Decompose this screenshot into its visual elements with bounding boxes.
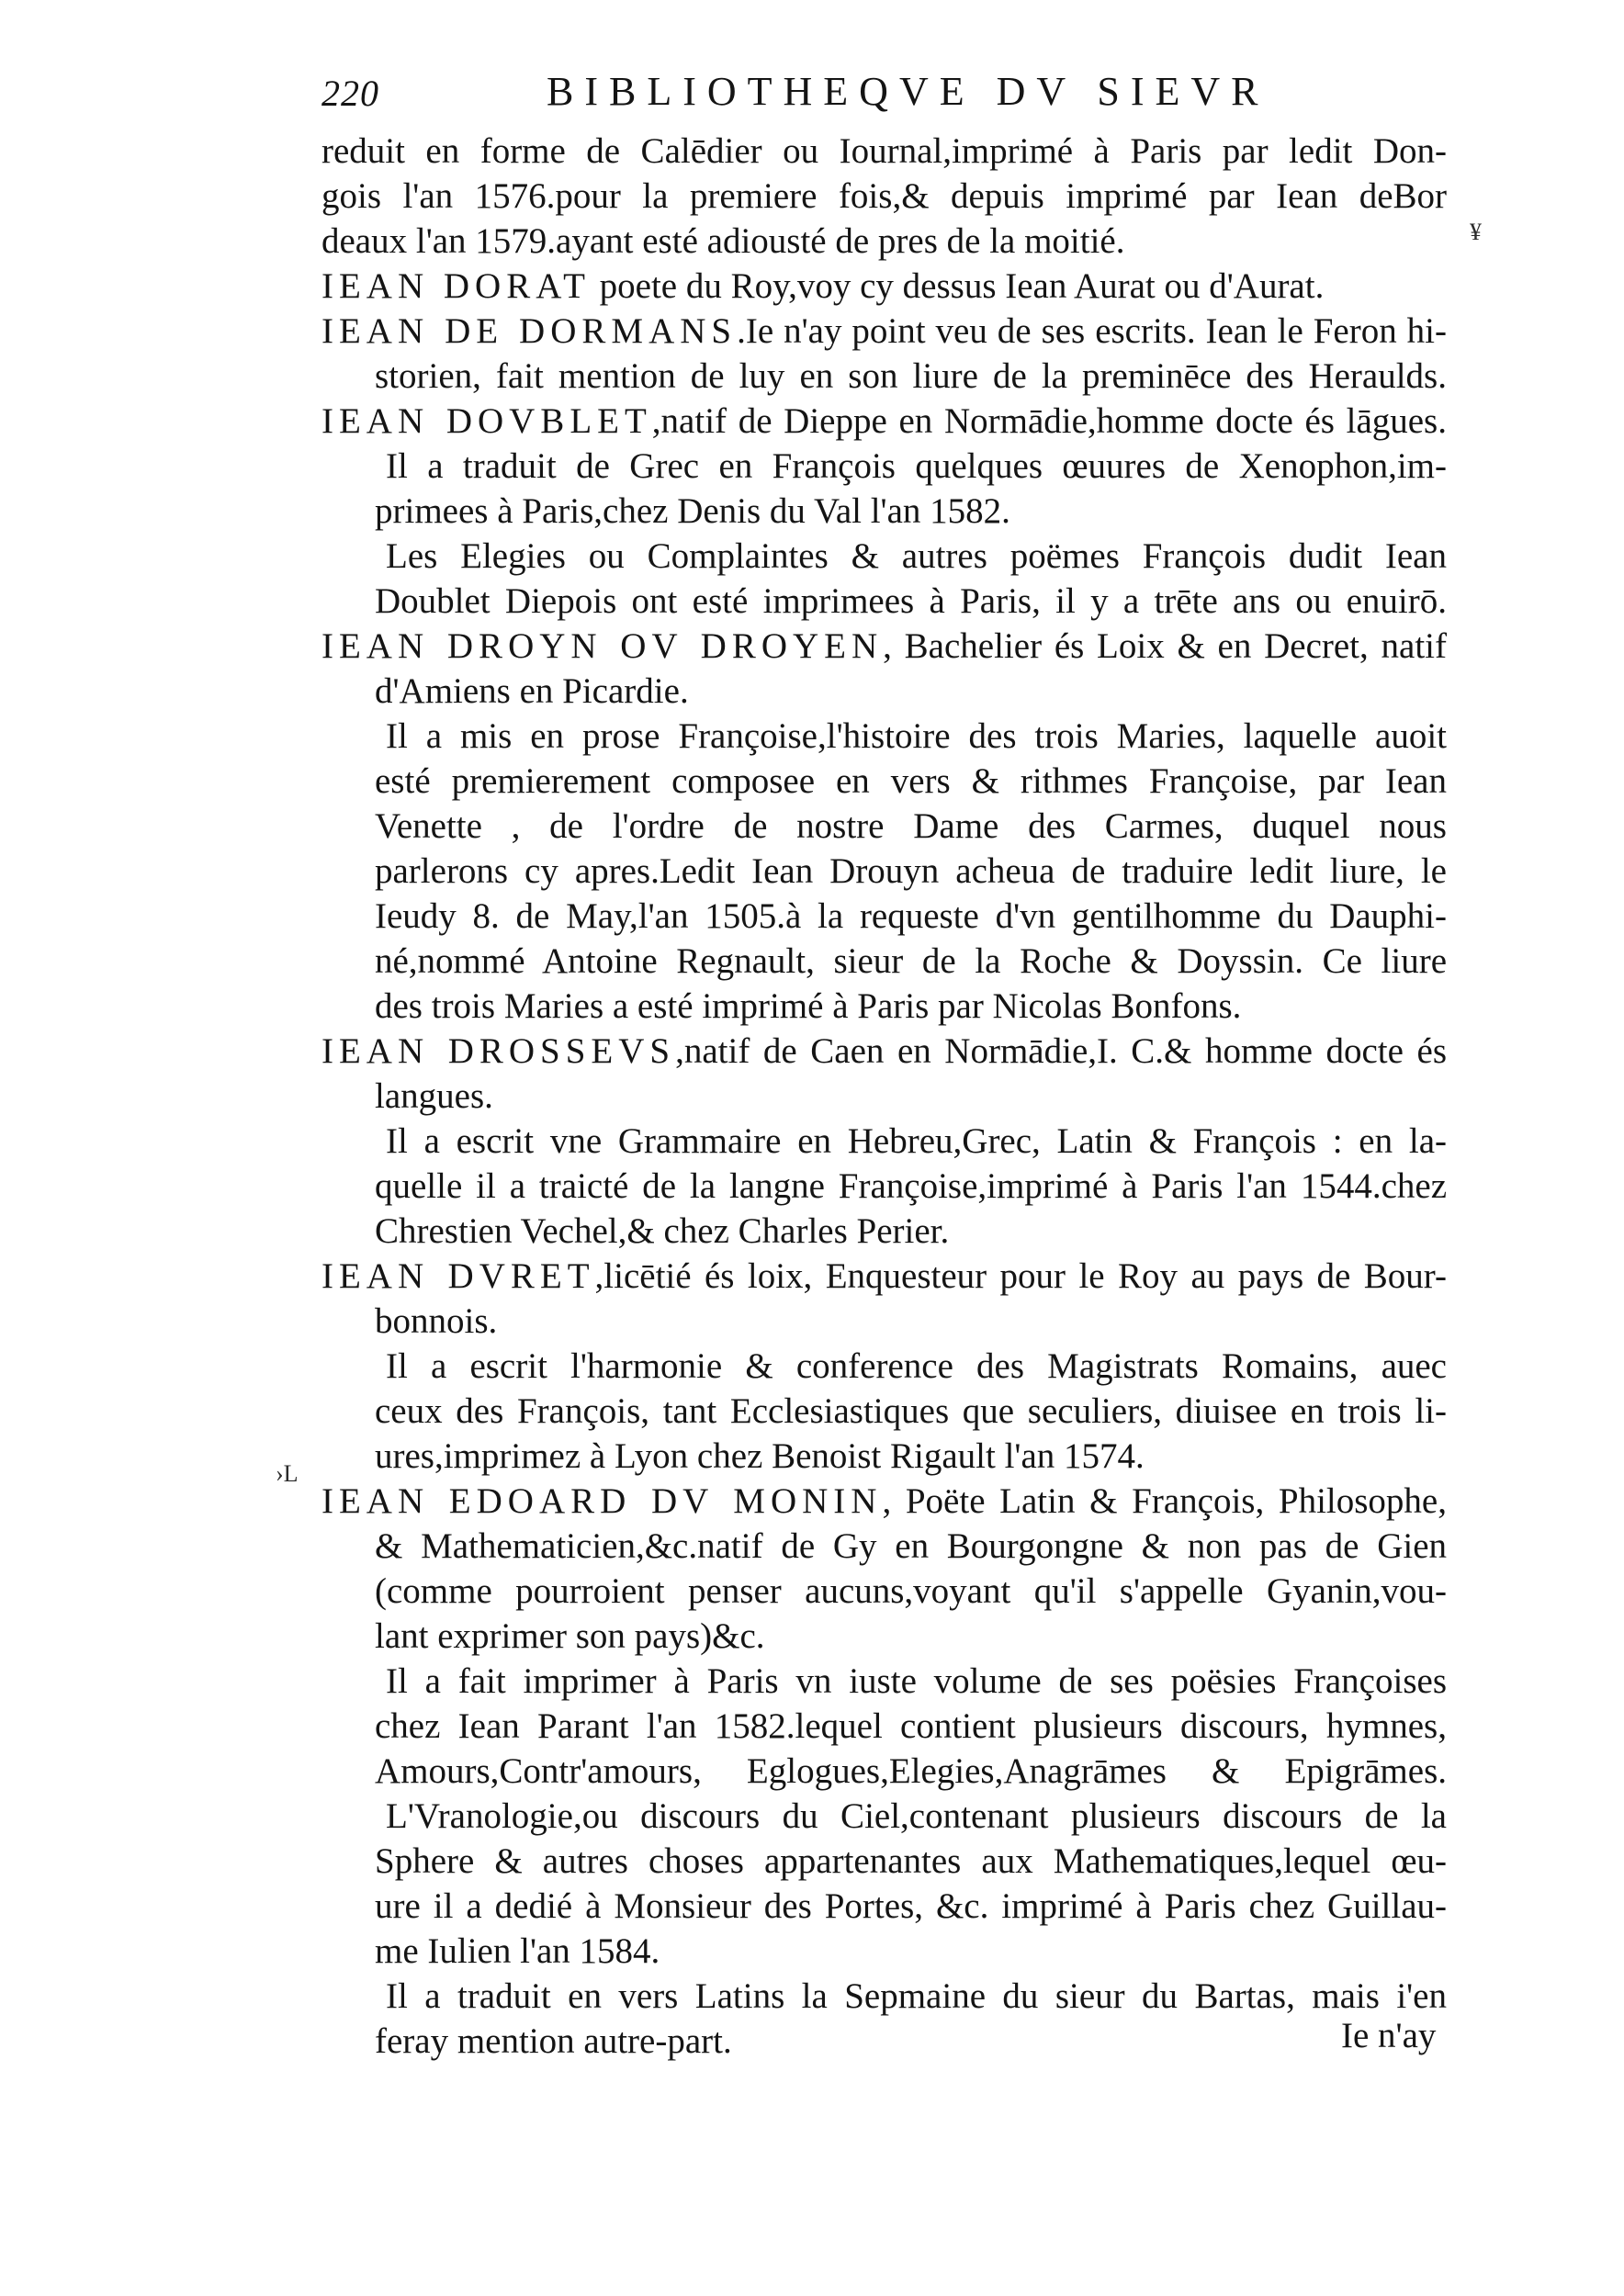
text-line: Il a traduit en vers Latins la Sepmaine du sieur du Bartas, mais i'en (386, 1976, 1447, 2016)
entry-name: IEAN DVRET (321, 1256, 595, 1296)
entry-name: IEAN DROYN OV DROYEN (321, 626, 884, 666)
entry-name: IEAN DROSSEVS (321, 1031, 676, 1071)
entry-heading-line: IEAN DORAT poete du Roy,voy cy dessus Iean Aurat ou d'Aurat. (321, 266, 1325, 306)
entry-name: IEAN DE DORMANS (321, 311, 738, 351)
running-head: BIBLIOTHEQVE DV SIEVR (547, 69, 1269, 114)
text-line: Amours,Contr'amours, Eglogues,Elegies,Anagrāmes & Epigrāmes. (375, 1751, 1447, 1791)
text-line: esté premierement composee en vers & rithmes Françoise, par Iean (375, 761, 1447, 801)
text-line: Il a traduit de Grec en François quelques œuures de Xenophon,im- (386, 446, 1447, 486)
text-line: (comme pourroient penser aucuns,voyant qu'il s'appelle Gyanin,vou- (375, 1571, 1447, 1611)
entry-name: IEAN EDOARD DV MONIN (321, 1481, 883, 1521)
entry-name: IEAN DORAT (321, 266, 591, 306)
text-line: Il a escrit l'harmonie & conference des Magistrats Romains, auec (386, 1346, 1447, 1386)
page-number: 220 (321, 73, 379, 114)
text-line: lant exprimer son pays)&c. (375, 1616, 765, 1656)
entry-heading-line: IEAN DROYN OV DROYEN, Bachelier és Loix & en Decret, natif (321, 626, 1447, 666)
text-line: langues. (375, 1076, 493, 1116)
entry-heading-line: IEAN DOVBLET,natif de Dieppe en Normādie,homme docte és lāgues. (321, 401, 1447, 441)
page-header (321, 69, 1451, 127)
entry-heading-line: IEAN DE DORMANS.Ie n'ay point veu de ses escrits. Iean le Feron hi- (321, 311, 1447, 351)
text-line: L'Vranologie,ou discours du Ciel,contenant plusieurs discours de la (386, 1796, 1447, 1836)
text-line: & Mathematicien,&c.natif de Gy en Bourgongne & non pas de Gien (375, 1526, 1447, 1566)
text-line: parlerons cy apres.Ledit Iean Drouyn acheua de traduire ledit liure, le (375, 851, 1447, 891)
text-line: me Iulien l'an 1584. (375, 1931, 660, 1971)
text-line: Venette , de l'ordre de nostre Dame des Carmes, duquel nous (375, 806, 1447, 846)
entry-heading-line: IEAN DROSSEVS,natif de Caen en Normādie,I. C.& homme docte és (321, 1031, 1447, 1071)
margin-mark-left: ›L (276, 1460, 299, 1487)
text-line: Il a escrit vne Grammaire en Hebreu,Grec, Latin & François : en la- (386, 1121, 1447, 1161)
text-line: quelle il a traicté de la langne Françoise,imprimé à Paris l'an 1544.chez (375, 1166, 1447, 1206)
text-line: storien, fait mention de luy en son liure de la preminēce des Heraulds. (375, 356, 1447, 396)
text-line: bonnois. (375, 1301, 498, 1341)
text-line: deaux l'an 1579.ayant esté adiousté de pres de la moitié. (321, 221, 1125, 261)
text-line: des trois Maries a esté imprimé à Paris par Nicolas Bonfons. (375, 986, 1242, 1026)
text-line: reduit en forme de Calēdier ou Iournal,imprimé à Paris par ledit Don- (321, 131, 1447, 171)
text-line: feray mention autre-part. (375, 2021, 732, 2061)
text-line: gois l'an 1576.pour la premiere fois,& depuis imprimé par Iean deBor (321, 176, 1447, 216)
margin-mark-top: ¥ (1470, 219, 1482, 245)
text-line: Doublet Diepois ont esté imprimees à Paris, il y a trēte ans ou enuirō. (375, 581, 1447, 621)
text-line: Il a mis en prose Françoise,l'histoire des trois Maries, laquelle auoit (386, 716, 1447, 756)
entry-name: IEAN DOVBLET (321, 401, 652, 441)
catchword: Ie n'ay (1341, 2016, 1437, 2055)
text-line: ceux des François, tant Ecclesiastiques que seculiers, diuisee en trois li- (375, 1391, 1447, 1431)
text-line: Il a fait imprimer à Paris vn iuste volume de ses poësies Françoises (386, 1661, 1447, 1701)
text-line: né,nommé Antoine Regnault, sieur de la Roche & Doyssin. Ce liure (375, 941, 1447, 981)
text-line: Ieudy 8. de May,l'an 1505.à la requeste d'vn gentilhomme du Dauphi- (375, 896, 1447, 936)
text-line: ures,imprimez à Lyon chez Benoist Rigault l'an 1574. (375, 1436, 1145, 1476)
text-line: Sphere & autres choses appartenantes aux Mathematiques,lequel œu- (375, 1841, 1447, 1881)
text-line: ure il a dedié à Monsieur des Portes, &c. imprimé à Paris chez Guillau- (375, 1886, 1447, 1926)
text-line: primees à Paris,chez Denis du Val l'an 1582. (375, 491, 1010, 531)
text-line: Chrestien Vechel,& chez Charles Perier. (375, 1211, 950, 1251)
entry-heading-line: IEAN EDOARD DV MONIN, Poëte Latin & François, Philosophe, (321, 1481, 1447, 1521)
text-line: chez Iean Parant l'an 1582.lequel contient plusieurs discours, hymnes, (375, 1706, 1447, 1746)
text-line: d'Amiens en Picardie. (375, 671, 689, 711)
entry-heading-line: IEAN DVRET,licētié és loix, Enquesteur pour le Roy au pays de Bour- (321, 1256, 1447, 1296)
body-text (321, 129, 1447, 2064)
text-line: Les Elegies ou Complaintes & autres poëmes François dudit Iean (386, 536, 1447, 576)
